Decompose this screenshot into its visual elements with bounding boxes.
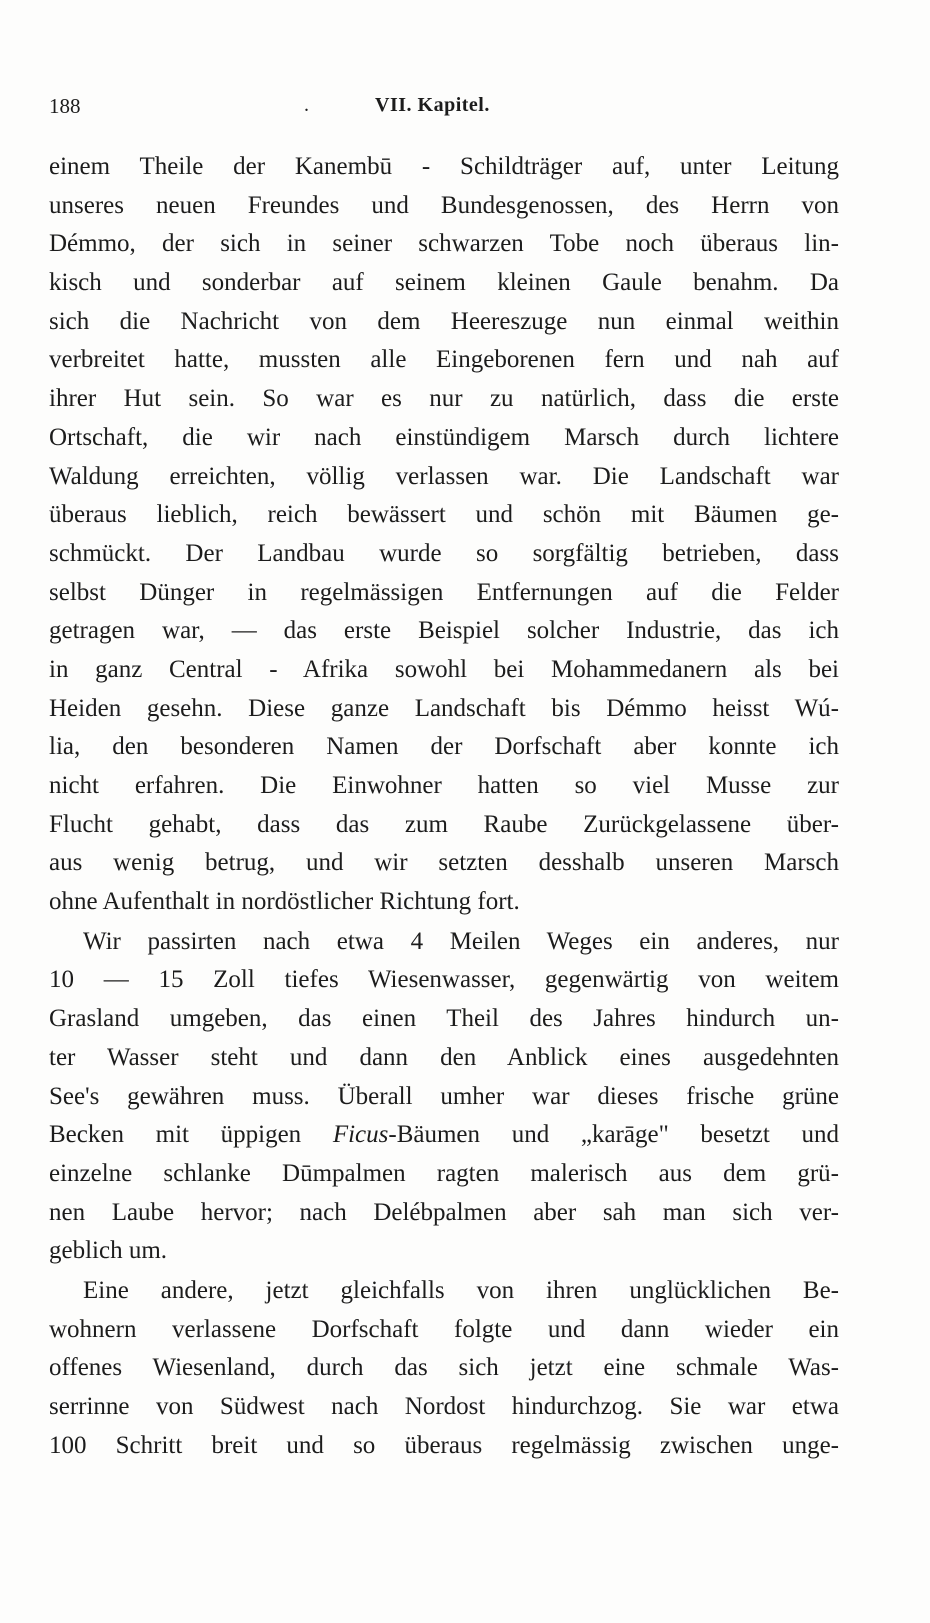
text-line: nicht erfahren. Die Einwohner hatten so viel Musse zur bbox=[49, 772, 839, 799]
text-line: 100 Schritt breit und so überaus regelmässig zwischen unge- bbox=[49, 1431, 839, 1459]
text-line: einem Theile der Kanembū - Schildträger auf, unter Leitung bbox=[49, 153, 839, 180]
text-line-with-italic bbox=[49, 1116, 839, 1155]
body-text bbox=[49, 148, 839, 1465]
text-segment: Becken mit üppigen bbox=[49, 1121, 333, 1149]
text-line: schmückt. Der Landbau wurde so sorgfältig betrieben, dass bbox=[49, 539, 839, 567]
text-line: Démmo, der sich in seiner schwarzen Tobe noch überaus lin- bbox=[49, 230, 839, 258]
text-line: nen Laube hervor; nach Delébpalmen aber sah man sich ver- bbox=[49, 1198, 839, 1226]
text-line: 10 — 15 Zoll tiefes Wiesenwasser, gegenwärtig von weitem bbox=[49, 966, 839, 994]
text-line: sich die Nachricht von dem Heereszuge nun einmal weithin bbox=[49, 307, 839, 335]
chapter-title: VII. Kapitel. bbox=[375, 94, 490, 116]
text-line: aus wenig betrug, und wir setzten desshalb unseren Marsch bbox=[49, 849, 839, 877]
paragraph-1 bbox=[49, 148, 839, 922]
text-line: Wir passirten nach etwa 4 Meilen Weges ein anderes, nur bbox=[83, 927, 839, 955]
text-line: serrinne von Südwest nach Nordost hindurchzog. Sie war etwa bbox=[49, 1393, 839, 1420]
text-line: ihrer Hut sein. So war es nur zu natürlich, dass die erste bbox=[49, 385, 839, 413]
text-line: lia, den besonderen Namen der Dorfschaft aber konnte ich bbox=[49, 733, 839, 761]
text-line: in ganz Central - Afrika sowohl bei Mohammedanern als bei bbox=[49, 655, 839, 683]
text-line: Eine andere, jetzt gleichfalls von ihren unglücklichen Be- bbox=[83, 1276, 839, 1304]
page-number: 188 bbox=[49, 94, 81, 118]
text-line: Heiden gesehn. Diese ganze Landschaft bis Démmo heisst Wú- bbox=[49, 694, 839, 722]
text-line: See's gewähren muss. Überall umher war dieses frische grüne bbox=[49, 1082, 839, 1110]
text-line: einzelne schlanke Dūmpalmen ragten malerisch aus dem grü- bbox=[49, 1159, 839, 1187]
text-line: Waldung erreichten, völlig verlassen war. Die Landschaft war bbox=[49, 462, 839, 490]
text-line: Grasland umgeben, das einen Theil des Jahres hindurch un- bbox=[49, 1005, 839, 1033]
text-line: offenes Wiesenland, durch das sich jetzt eine schmale Was- bbox=[49, 1354, 839, 1382]
text-line: ter Wasser steht und dann den Anblick eines ausgedehnten bbox=[49, 1043, 839, 1071]
header-dot: . bbox=[304, 94, 309, 116]
text-line: unseres neuen Freundes und Bundesgenossen, des Herrn von bbox=[49, 191, 839, 219]
text-line: verbreitet hatte, mussten alle Eingeborenen fern und nah auf bbox=[49, 346, 839, 374]
text-line: selbst Dünger in regelmässigen Entfernungen auf die Felder bbox=[49, 578, 839, 606]
paragraph-2 bbox=[49, 923, 839, 1271]
text-line: kisch und sonderbar auf seinem kleinen Gaule benahm. Da bbox=[49, 269, 839, 297]
text-line: Flucht gehabt, dass das zum Raube Zurückgelassene über- bbox=[49, 810, 839, 838]
text-line: wohnern verlassene Dorfschaft folgte und dann wieder ein bbox=[49, 1315, 839, 1343]
paragraph-3 bbox=[49, 1272, 839, 1465]
text-line: Ortschaft, die wir nach einstündigem Marsch durch lichtere bbox=[49, 423, 839, 451]
text-line: getragen war, — das erste Beispiel solcher Industrie, das ich bbox=[49, 617, 839, 645]
text-line: ohne Aufenthalt in nordöstlicher Richtung fort. bbox=[49, 888, 520, 916]
italic-word: Ficus bbox=[332, 1121, 389, 1149]
text-line: geblich um. bbox=[49, 1237, 168, 1265]
text-line: überaus lieblich, reich bewässert und schön mit Bäumen ge- bbox=[49, 501, 839, 529]
text-segment: -Bäumen und „karāge" besetzt und bbox=[388, 1121, 840, 1149]
running-head bbox=[49, 94, 839, 126]
